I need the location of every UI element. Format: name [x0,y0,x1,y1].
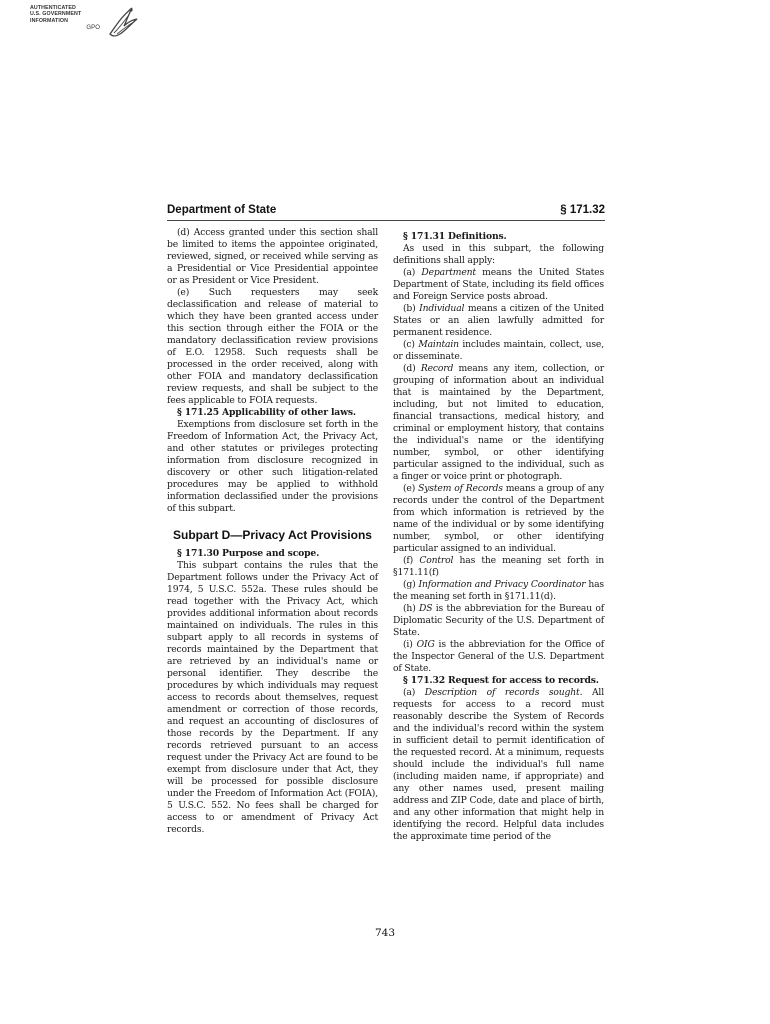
definition-a-term: Department [421,267,476,278]
definitions-intro: As used in this subpart, the following definitions shall apply: [393,243,604,266]
section-heading-171-32: § 171.32 Request for access to records. [403,675,599,686]
definition-f-term: Control [419,555,454,566]
definition-i-text: is the abbreviation for the Office of the Inspector General of the U.S. Department of State. [393,639,604,674]
definition-h-label: (h) [403,603,420,614]
paragraph-a-text: All requests for access to a record must reasonably describe the System of Records and the individual's record within the system in sufficient detail to permit identification of the requested record. At a minimum, requests should include the individual's full name (including maiden name, if appropriate) and any other names used, present mailing address and ZIP Code, date and place of birth, and any other information that might help in identifying the record. Helpful data includes the approximate time period of the [393,687,605,842]
definition-a [393,267,604,303]
section-171-30-text: This subpart contains the rules that the Department follows under the Privacy Act of 1974, 5 U.S.C. 552a. These rules should be read together with the Privacy Act, which provides additional information about records maintained on individuals. The rules in this subpart apply to all records in systems of records maintained by the Department that are retrieved by an individual's name or personal identifier. They describe the procedures by which individuals may request access to records about themselves, request amendment or correction of those records, and request an accounting of disclosures of those records by the Department. If any records retrieved pursuant to an access request under the Privacy Act are found to be exempt from disclosure under that Act, they will be processed for possible disclosure under the Freedom of Information Act (FOIA), 5 U.S.C. 552. No fees shall be charged for access to or amendment of Privacy Act records. [167,560,378,835]
definition-d [393,363,604,483]
definition-e-label: (e) [403,483,419,494]
definition-f [393,555,604,579]
section-171-25-text: Exemptions from disclosure set forth in the Freedom of Information Act, the Privacy Act, and other statutes or privileges protecting information from disclosure recognized in discovery or other such litigation-related procedures may be applied to withhold information declassified under the provisions of this subpart. [167,419,378,514]
seal-line-2: U.S. GOVERNMENT [30,11,82,18]
right-column [393,227,604,843]
definition-c-text: includes maintain, collect, use, or disseminate. [393,339,604,362]
paragraph-d: (d) Access granted under this section shall be limited to items the appointee originated, reviewed, signed, or received while serving as a Presidential or Vice Presidential appointee or as President or Vice President. [167,227,378,286]
definition-d-term: Record [420,363,454,374]
definition-c [393,339,604,363]
definition-i-term: OIG [416,639,435,650]
definition-b-label: (b) [403,303,420,314]
definition-d-label: (d) [403,363,421,374]
seal-line-3: INFORMATION [30,17,69,24]
definition-h [393,603,604,639]
gpo-authentication-seal [30,4,142,44]
definition-g [393,579,604,603]
definition-b [393,303,604,339]
subpart-heading: Subpart D—Privacy Act Provisions [173,528,372,542]
definition-b-text: means a citizen of the United States or an alien lawfully admitted for permanent residence. [393,303,604,338]
definition-g-label: (g) [403,579,419,590]
seal-line-1: AUTHENTICATED [30,5,76,11]
definition-b-term: Individual [419,303,465,314]
definition-i-label: (i) [403,639,417,650]
left-column [167,227,378,836]
definition-f-text: has the meaning set forth in §171.11(f) [393,555,605,578]
paragraph-a-label: (a) [403,687,425,698]
definition-i [393,639,604,675]
paragraph-e: (e) Such requesters may seek declassification and release of material to which they have been granted access under this section through either the FOIA or the mandatory declassification review provisions of E.O. 12958. Such requests shall be processed in the order received, along with other FOIA and mandatory declassification review requests, and shall be subject to the fees applicable to FOIA requests. [167,287,378,406]
section-heading-171-25: § 171.25 Applicability of other laws. [177,407,356,418]
definition-c-label: (c) [403,339,419,350]
definition-f-label: (f) [403,555,420,566]
section-heading-171-31: § 171.31 Definitions. [403,231,507,242]
definition-h-term: DS [419,603,433,614]
paragraph-a-heading: Description of records sought. [424,687,583,698]
definition-h-text: is the abbreviation for the Bureau of Diplomatic Security of the U.S. Department of State. [393,603,604,638]
definition-c-term: Maintain [418,339,459,350]
page-number: 743 [374,927,396,939]
section-heading-171-30: § 171.30 Purpose and scope. [177,548,320,559]
eagle-icon [106,4,140,42]
seal-text [30,5,100,31]
definition-d-text: means any item, collection, or grouping of information about an individual that is maintained by the Department, including, but not limited to education, financial transactions, medical history, and criminal or employment history, that contains the individual's name or the identifying number, symbol, or other identifying particular assigned to the individual, such as a finger or voice print or photograph. [393,363,605,482]
running-header [167,204,605,221]
definition-e [393,483,604,555]
seal-gpo-label: GPO [86,24,100,31]
definition-g-term: Information and Privacy Coordinator [418,579,586,590]
definition-e-text: means a group of any records under the control of the Department from which information is retrieved by the name of the individual or by some identifying number, symbol, or other identifying particular assigned to an individual. [393,483,604,554]
definition-e-term: System of Records [418,483,503,494]
definition-g-text: has the meaning set forth in §171.11(d). [393,579,604,602]
section-171-32-paragraph-a [393,687,604,843]
header-section: § 171.32 [560,204,605,216]
header-agency: Department of State [167,204,277,216]
definition-a-label: (a) [403,267,422,278]
definition-a-text: means the United States Department of State, including its field offices and Foreign Service posts abroad. [393,267,605,302]
